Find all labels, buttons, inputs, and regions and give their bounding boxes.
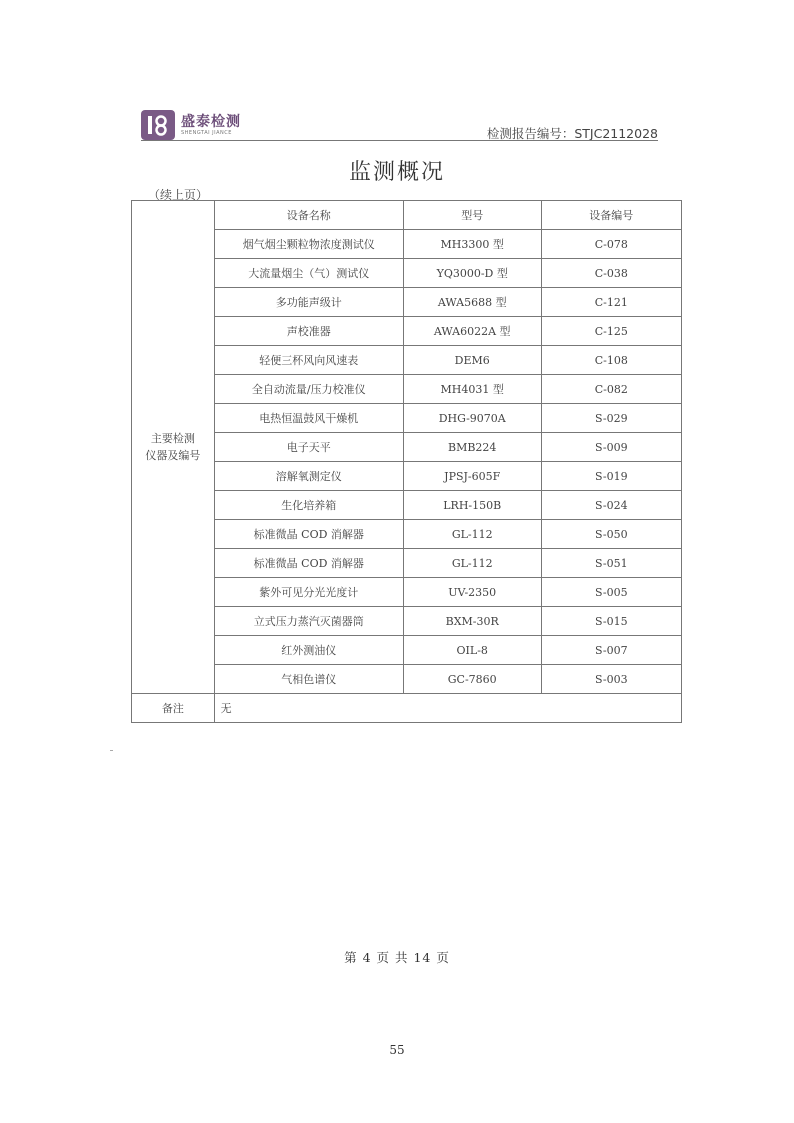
table-row	[132, 288, 682, 317]
equipment-model: GL-112	[403, 520, 541, 549]
page-number: 55	[389, 1043, 405, 1057]
equipment-id: S-003	[541, 665, 681, 694]
column-header-model: 型号	[403, 201, 541, 230]
equipment-model: BXM-30R	[403, 607, 541, 636]
equipment-model: DEM6	[403, 346, 541, 375]
equipment-model: AWA5688 型	[403, 288, 541, 317]
table-row	[132, 578, 682, 607]
equipment-table	[131, 200, 682, 723]
equipment-name: 气相色谱仪	[214, 665, 403, 694]
equipment-name: 生化培养箱	[214, 491, 403, 520]
equipment-name: 电热恒温鼓风干燥机	[214, 404, 403, 433]
equipment-id: C-108	[541, 346, 681, 375]
equipment-id: C-121	[541, 288, 681, 317]
equipment-name: 立式压力蒸汽灭菌器筒	[214, 607, 403, 636]
equipment-id: S-024	[541, 491, 681, 520]
company-logo	[141, 110, 241, 140]
table-row	[132, 259, 682, 288]
header-divider	[141, 140, 658, 141]
equipment-model: DHG-9070A	[403, 404, 541, 433]
table-row	[132, 346, 682, 375]
table-row	[132, 404, 682, 433]
side-label-line1: 主要检测	[150, 432, 195, 445]
equipment-model: GC-7860	[403, 665, 541, 694]
equipment-model: AWA6022A 型	[403, 317, 541, 346]
table-row	[132, 607, 682, 636]
table-row	[132, 375, 682, 404]
equipment-model: MH3300 型	[403, 230, 541, 259]
equipment-model: LRH-150B	[403, 491, 541, 520]
equipment-id: S-005	[541, 578, 681, 607]
remark-value: 无	[214, 694, 681, 723]
equipment-id: S-051	[541, 549, 681, 578]
equipment-name: 声校准器	[214, 317, 403, 346]
equipment-name: 溶解氧测定仪	[214, 462, 403, 491]
equipment-name: 多功能声级计	[214, 288, 403, 317]
equipment-id: C-125	[541, 317, 681, 346]
logo-name-en: SHENGTAI JIANCE	[181, 130, 232, 136]
equipment-id: C-038	[541, 259, 681, 288]
column-header-name: 设备名称	[214, 201, 403, 230]
equipment-name: 全自动流量/压力校准仪	[214, 375, 403, 404]
remark-row	[132, 694, 682, 723]
table-header-row	[132, 201, 682, 230]
table-row	[132, 317, 682, 346]
equipment-model: OIL-8	[403, 636, 541, 665]
equipment-name: 紫外可见分光光度计	[214, 578, 403, 607]
equipment-id: C-078	[541, 230, 681, 259]
equipment-id: S-019	[541, 462, 681, 491]
equipment-id: S-050	[541, 520, 681, 549]
equipment-id: S-029	[541, 404, 681, 433]
equipment-name: 红外测油仪	[214, 636, 403, 665]
table-row	[132, 636, 682, 665]
page-indicator: 第 4 页 共 14 页	[344, 950, 450, 965]
logo-icon	[141, 110, 175, 140]
table-row	[132, 520, 682, 549]
equipment-name: 电子天平	[214, 433, 403, 462]
table-row	[132, 433, 682, 462]
equipment-name: 标准微晶 COD 消解器	[214, 549, 403, 578]
report-number: 检测报告编号：STJC2112028	[486, 126, 658, 141]
page-title: 监测概况	[348, 160, 445, 185]
table-row	[132, 549, 682, 578]
equipment-model: JPSJ-605F	[403, 462, 541, 491]
table-row	[132, 230, 682, 259]
continued-label: （续上页）	[148, 188, 209, 202]
equipment-name: 大流量烟尘（气）测试仪	[214, 259, 403, 288]
column-header-id: 设备编号	[541, 201, 681, 230]
equipment-id: S-015	[541, 607, 681, 636]
scan-speck	[110, 750, 113, 751]
side-label-line2: 仪器及编号	[145, 449, 201, 462]
equipment-model: BMB224	[403, 433, 541, 462]
remark-label: 备注	[132, 694, 215, 723]
logo-name-cn: 盛泰检测	[181, 114, 241, 130]
table-row	[132, 491, 682, 520]
equipment-name: 标准微晶 COD 消解器	[214, 520, 403, 549]
side-label	[132, 201, 215, 694]
table-row	[132, 462, 682, 491]
equipment-model: UV-2350	[403, 578, 541, 607]
equipment-id: S-009	[541, 433, 681, 462]
table-row	[132, 665, 682, 694]
equipment-name: 烟气烟尘颗粒物浓度测试仪	[214, 230, 403, 259]
equipment-id: C-082	[541, 375, 681, 404]
equipment-name: 轻便三杯风向风速表	[214, 346, 403, 375]
equipment-model: YQ3000-D 型	[403, 259, 541, 288]
equipment-model: GL-112	[403, 549, 541, 578]
equipment-model: MH4031 型	[403, 375, 541, 404]
equipment-id: S-007	[541, 636, 681, 665]
